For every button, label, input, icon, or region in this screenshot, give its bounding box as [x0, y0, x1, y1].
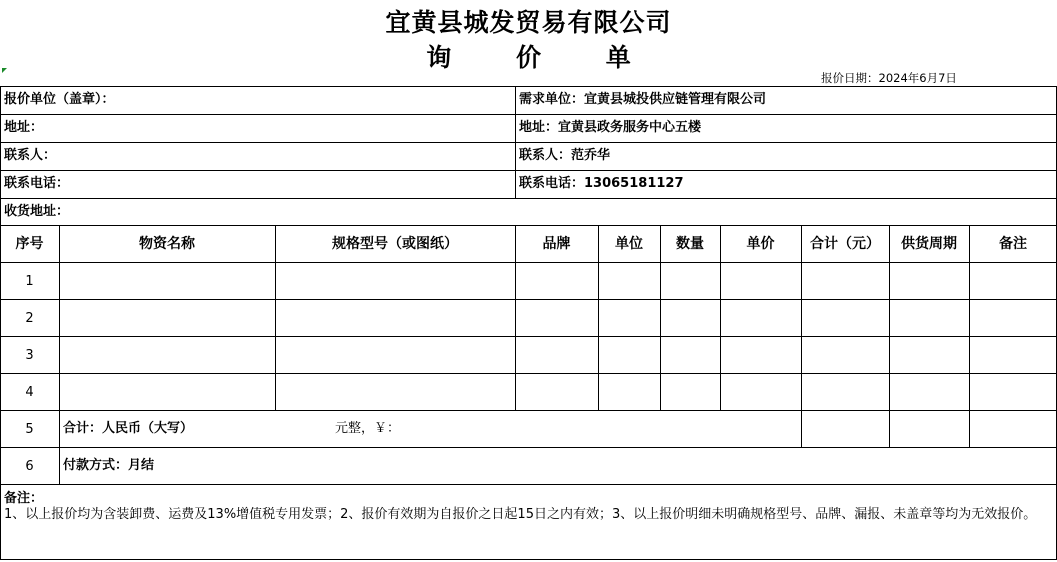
column-divider	[660, 225, 661, 410]
table-border-top	[0, 86, 1057, 87]
column-divider	[801, 225, 802, 447]
row-divider	[0, 225, 1057, 226]
row-divider	[0, 299, 1057, 300]
col-header-price: 单价	[746, 236, 775, 252]
table-row: 3	[25, 348, 34, 363]
table-row: 2	[25, 311, 34, 326]
row-divider	[0, 198, 1057, 199]
column-divider	[969, 225, 970, 447]
payment-terms: 付款方式：月结	[63, 458, 155, 473]
total-amount-prefix: 合计：人民币（大写）	[63, 421, 194, 436]
column-divider	[720, 225, 721, 410]
row-divider	[0, 410, 1057, 411]
delivery-address-label: 收货地址：	[4, 204, 70, 219]
column-divider	[59, 225, 60, 484]
contact-right-label: 联系人：范乔华	[519, 148, 611, 163]
address-left-label: 地址：	[4, 120, 44, 135]
column-divider	[275, 225, 276, 410]
info-column-divider	[515, 86, 516, 198]
row-divider	[0, 484, 1057, 485]
col-header-remarks: 备注	[999, 236, 1027, 252]
phone-right-label: 联系电话：13065181127	[519, 176, 684, 191]
column-divider	[889, 225, 890, 447]
row-divider	[0, 170, 1057, 171]
table-border-bottom	[0, 559, 1057, 560]
row-divider	[0, 142, 1057, 143]
form-title: 询 价 单	[426, 43, 659, 72]
row-divider	[0, 336, 1057, 337]
total-amount-suffix: 元整，￥：	[335, 421, 401, 436]
demand-unit-label: 需求单位：宜黄县城投供应链管理有限公司	[519, 92, 767, 107]
col-header-total: 合计（元）	[810, 236, 880, 252]
payment-row-number: 6	[25, 459, 34, 474]
cell-marker-icon	[2, 68, 7, 73]
col-header-no: 序号	[15, 236, 44, 252]
row-divider	[0, 373, 1057, 374]
total-amount-label	[63, 421, 193, 437]
company-title: 宜黄县城发贸易有限公司	[385, 8, 672, 37]
row-divider	[0, 114, 1057, 115]
col-header-qty: 数量	[676, 236, 704, 252]
total-row-number: 5	[25, 422, 34, 437]
column-divider	[515, 225, 516, 410]
row-divider	[0, 447, 1057, 448]
column-divider	[598, 225, 599, 410]
quote-date: 报价日期：2024年6月7日	[821, 71, 957, 85]
address-right-label: 地址：宜黄县政务服务中心五楼	[519, 120, 702, 135]
table-row: 4	[25, 385, 34, 400]
notes-title: 备注：	[4, 491, 44, 506]
contact-left-label: 联系人：	[4, 148, 57, 163]
col-header-spec: 规格型号（或图纸）	[332, 236, 458, 252]
notes-body: 1、以上报价均为含装卸费、运费及13%增值税专用发票；2、报价有效期为自报价之日起15日之内有效；3、以上报价明细未明确规格型号、品牌、漏报、未盖章等均为无效报价。	[4, 507, 1037, 522]
phone-left-label: 联系电话：	[4, 176, 70, 191]
col-header-lead-time: 供货周期	[901, 236, 957, 252]
quote-unit-label: 报价单位（盖章）：	[4, 92, 115, 107]
col-header-material: 物资名称	[139, 236, 195, 252]
col-header-brand: 品牌	[542, 236, 571, 252]
table-row: 1	[25, 274, 34, 289]
col-header-unit: 单位	[615, 236, 643, 252]
row-divider	[0, 262, 1057, 263]
